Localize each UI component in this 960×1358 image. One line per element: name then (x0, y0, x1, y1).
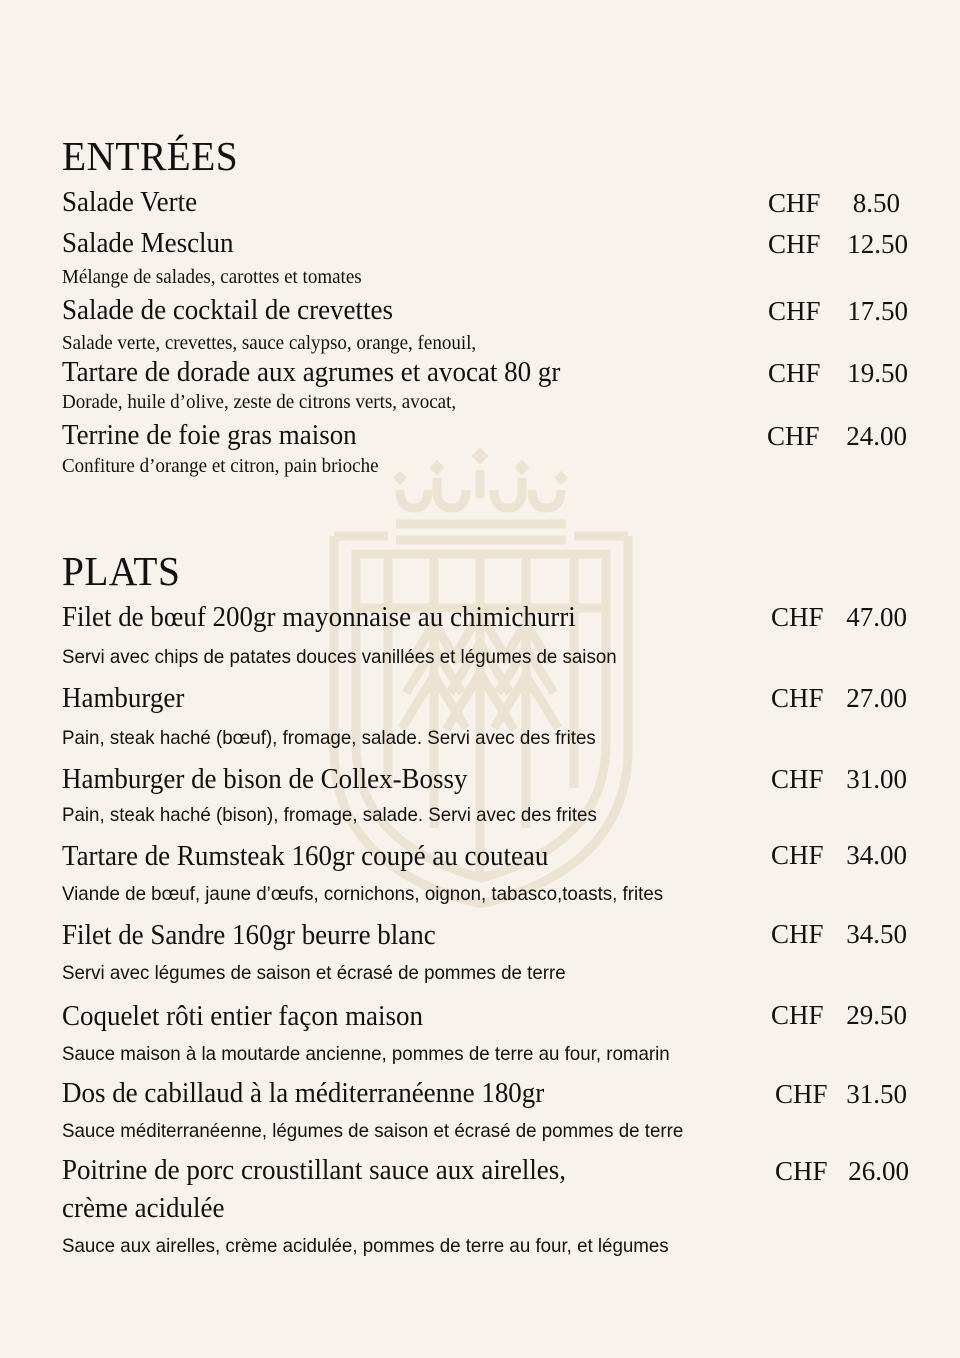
dish-name: Salade Mesclun (62, 227, 234, 259)
dish-name: Poitrine de porc croustillant sauce aux airelles, (62, 1154, 567, 1186)
dish-name: Tartare de dorade aux agrumes et avocat 80 gr (62, 356, 561, 388)
dish-description: Sauce aux airelles, crème acidulée, pommes de terre au four, et légumes (62, 1235, 669, 1257)
price-currency: CHF (767, 421, 820, 451)
dish-name: Filet de Sandre 160gr beurre blanc (62, 919, 436, 951)
dish-description: Sauce méditerranéenne, légumes de saison et écrasé de pommes de terre (62, 1120, 684, 1142)
price-amount: 27.00 (846, 683, 907, 713)
price-amount: 31.50 (846, 1079, 907, 1109)
price-amount: 47.00 (846, 602, 907, 632)
dish-description: Servi avec chips de patates douces vanillées et légumes de saison (62, 646, 617, 668)
section-title-plats: PLATS (62, 548, 181, 594)
price-amount: 31.00 (846, 764, 907, 794)
price-amount: 17.50 (847, 296, 908, 326)
dish-name: Salade Verte (62, 186, 198, 218)
price-currency: CHF (771, 919, 824, 949)
dish-description: Viande de bœuf, jaune d’œufs, cornichons, oignon, tabasco,toasts, frites (62, 883, 664, 905)
price-currency: CHF (771, 683, 824, 713)
price-currency: CHF (768, 188, 821, 218)
dish-description: Pain, steak haché (bœuf), fromage, salade. Servi avec des frites (62, 727, 596, 749)
price-amount: 8.50 (852, 188, 900, 218)
dish-description: Mélange de salades, carottes et tomates (62, 266, 362, 288)
dish-name: Terrine de foie gras maison (62, 419, 357, 451)
dish-name: Coquelet rôti entier façon maison (62, 1000, 423, 1032)
dish-name-line2: crème acidulée (62, 1192, 225, 1224)
price-amount: 26.00 (848, 1156, 909, 1186)
price-currency: CHF (775, 1156, 828, 1186)
price-currency: CHF (771, 840, 824, 870)
price-currency: CHF (768, 296, 821, 326)
dish-name: Hamburger de bison de Collex-Bossy (62, 763, 468, 795)
dish-description: Sauce maison à la moutarde ancienne, pommes de terre au four, romarin (62, 1043, 670, 1065)
price-currency: CHF (771, 764, 824, 794)
price-currency: CHF (768, 358, 821, 388)
dish-description: Confiture d’orange et citron, pain brioche (62, 455, 379, 477)
price-amount: 12.50 (847, 229, 908, 259)
dish-name: Filet de bœuf 200gr mayonnaise au chimichurri (62, 601, 576, 633)
dish-description: Pain, steak haché (bison), fromage, salade. Servi avec des frites (62, 804, 597, 826)
price-currency: CHF (768, 229, 821, 259)
dish-description: Dorade, huile d’olive, zeste de citrons verts, avocat, (62, 391, 457, 413)
dish-description: Salade verte, crevettes, sauce calypso, orange, fenouil, (62, 332, 477, 354)
dish-name: Dos de cabillaud à la méditerranéenne 180gr (62, 1077, 545, 1109)
price-amount: 34.50 (846, 919, 907, 949)
price-amount: 34.00 (846, 840, 907, 870)
crest-icon (328, 448, 634, 908)
price-amount: 24.00 (846, 421, 907, 451)
price-currency: CHF (771, 602, 824, 632)
dish-name: Hamburger (62, 682, 185, 714)
price-currency: CHF (775, 1079, 828, 1109)
section-title-entrees: ENTRÉES (62, 133, 239, 179)
price-currency: CHF (771, 1000, 824, 1030)
price-amount: 19.50 (847, 358, 908, 388)
dish-name: Tartare de Rumsteak 160gr coupé au couteau (62, 840, 549, 872)
dish-name: Salade de cocktail de crevettes (62, 294, 393, 326)
dish-description: Servi avec légumes de saison et écrasé de pommes de terre (62, 962, 566, 984)
price-amount: 29.50 (846, 1000, 907, 1030)
